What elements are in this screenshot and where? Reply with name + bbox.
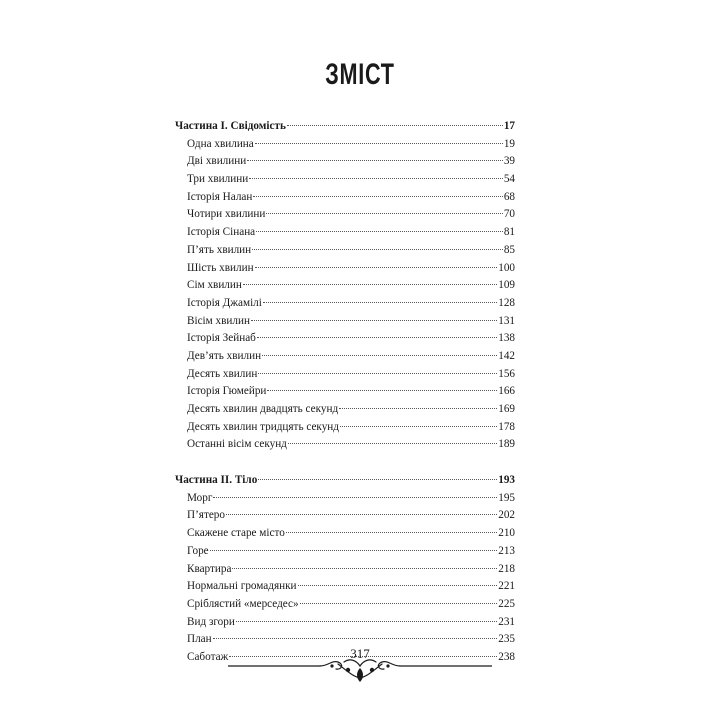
dot-leader	[287, 124, 503, 126]
toc-entry-title: Десять хвилин тридцять секунд	[187, 420, 339, 433]
toc-entry[interactable]	[175, 401, 515, 419]
dot-leader	[288, 442, 497, 444]
toc-entry-title: Історія Зейнаб	[187, 332, 256, 345]
toc-part-heading[interactable]	[175, 118, 515, 136]
dot-leader	[249, 177, 503, 179]
toc-entry-title: Вид згори	[187, 615, 235, 628]
toc-entry[interactable]	[175, 136, 515, 154]
toc-entry[interactable]	[175, 295, 515, 313]
toc-entry-page: 235	[498, 633, 515, 646]
toc-entry-page: 210	[498, 527, 515, 540]
toc-entry-title: Частина I. Свідомість	[175, 120, 286, 132]
dot-leader	[232, 567, 497, 569]
dot-leader	[267, 389, 497, 391]
toc-entry-page: 156	[498, 367, 515, 380]
toc-entry-page: 193	[498, 474, 515, 487]
dot-leader	[258, 478, 497, 480]
table-of-contents	[175, 118, 515, 667]
toc-entry-title: Історія Джамілі	[187, 296, 262, 309]
toc-entry-page: 128	[498, 296, 515, 309]
dot-leader	[266, 212, 502, 214]
page-footer	[228, 642, 492, 682]
toc-entry-title: Сріблястий «мерседес»	[187, 597, 299, 610]
toc-entry-page: 131	[498, 314, 515, 327]
toc-entry[interactable]	[175, 153, 515, 171]
toc-entry[interactable]	[175, 366, 515, 384]
toc-entry-page: 221	[498, 580, 515, 593]
toc-entry-page: 231	[498, 615, 515, 628]
toc-entry-title: Десять хвилин	[187, 367, 258, 380]
toc-entry[interactable]	[175, 543, 515, 561]
toc-entry-title: Частина II. Тіло	[175, 474, 258, 487]
toc-entry[interactable]	[175, 596, 515, 614]
toc-entry[interactable]	[175, 260, 515, 278]
page-number: 317	[350, 646, 370, 661]
toc-entry-title: Сім хвилин	[187, 279, 242, 292]
toc-entry-page: 19	[503, 137, 515, 150]
dot-leader	[226, 513, 497, 515]
flourish-divider-icon	[228, 656, 492, 684]
toc-entry-title: Горе	[187, 544, 209, 557]
toc-entry-title: Десять хвилин двадцять секунд	[187, 403, 339, 415]
toc-entry-page: 138	[498, 332, 515, 345]
toc-entry-title: Морг	[187, 491, 213, 504]
toc-entry[interactable]	[175, 313, 515, 331]
toc-entry-title: Чотири хвилини	[187, 208, 266, 221]
toc-entry-title: Історія Налан	[187, 190, 253, 203]
toc-entry[interactable]	[175, 525, 515, 543]
dot-leader	[263, 301, 497, 303]
dot-leader	[255, 266, 498, 268]
toc-entry-page: 142	[498, 349, 515, 362]
toc-entry[interactable]	[175, 578, 515, 596]
page-title: ЗМІСТ	[325, 58, 395, 91]
toc-entry-title: Останні вісім секунд	[187, 438, 287, 451]
toc-entry[interactable]	[175, 490, 515, 508]
toc-entry-page: 100	[498, 261, 515, 274]
dot-leader	[236, 620, 497, 622]
toc-entry-title: Дев’ять хвилин	[187, 349, 262, 362]
toc-entry-page: 54	[503, 173, 515, 186]
toc-entry[interactable]	[175, 383, 515, 401]
toc-entry[interactable]	[175, 224, 515, 242]
toc-entry-page: 39	[503, 155, 515, 168]
dot-leader	[256, 230, 503, 232]
dot-leader	[257, 336, 497, 338]
toc-part-heading[interactable]	[175, 472, 515, 490]
toc-entry-title: Скажене старе місто	[187, 527, 285, 540]
dot-leader	[300, 602, 498, 604]
toc-entry-title: Вісім хвилин	[187, 314, 250, 327]
toc-entry-page: 213	[498, 544, 515, 557]
toc-entry-title: Шість хвилин	[187, 261, 254, 274]
toc-entry-title: Дві хвилини	[187, 155, 247, 168]
toc-entry[interactable]	[175, 330, 515, 348]
dot-leader	[339, 407, 497, 409]
toc-entry[interactable]	[175, 507, 515, 525]
toc-entry[interactable]	[175, 189, 515, 207]
toc-entry-page: 166	[498, 385, 515, 398]
toc-entry-title: Саботаж	[187, 650, 229, 663]
toc-entry-title: Нормальні громадянки	[187, 580, 297, 593]
dot-leader	[252, 248, 503, 250]
dot-leader	[210, 549, 498, 551]
toc-entry[interactable]	[175, 436, 515, 454]
dot-leader	[286, 531, 497, 533]
toc-entry-title: Одна хвилина	[187, 137, 254, 150]
toc-entry-title: П’ятеро	[187, 509, 225, 522]
toc-part	[175, 472, 515, 667]
dot-leader	[253, 195, 502, 197]
toc-entry-page: 195	[498, 491, 515, 504]
toc-entry-title: П’ять хвилин	[187, 243, 252, 256]
dot-leader	[213, 496, 497, 498]
toc-entry[interactable]	[175, 561, 515, 579]
toc-entry[interactable]	[175, 614, 515, 632]
toc-entry[interactable]	[175, 206, 515, 224]
dot-leader	[213, 637, 498, 639]
dot-leader	[251, 319, 497, 321]
dot-leader	[243, 283, 497, 285]
toc-entry-title: Історія Сінана	[187, 226, 256, 239]
toc-entry-title: План	[187, 633, 212, 646]
dot-leader	[258, 372, 497, 374]
toc-entry-page: 169	[498, 403, 515, 415]
toc-entry-title: Квартира	[187, 562, 232, 575]
dot-leader	[255, 142, 503, 144]
toc-entry-page: 178	[498, 420, 515, 433]
toc-entry[interactable]	[175, 419, 515, 437]
toc-entry[interactable]	[175, 277, 515, 295]
toc-entry-page: 225	[498, 597, 515, 610]
toc-entry-page: 17	[503, 120, 515, 132]
toc-entry-page: 218	[498, 562, 515, 575]
dot-leader	[262, 354, 497, 356]
toc-entry[interactable]	[175, 242, 515, 260]
toc-entry-page: 238	[498, 650, 515, 663]
toc-entry-title: Історія Гюмейри	[187, 385, 267, 398]
toc-entry-page: 68	[503, 190, 515, 203]
toc-entry-page: 202	[498, 509, 515, 522]
dot-leader	[247, 159, 503, 161]
toc-entry-page: 85	[503, 243, 515, 256]
toc-entry[interactable]	[175, 171, 515, 189]
dot-leader	[340, 425, 497, 427]
toc-entry-title: Три хвилини	[187, 173, 249, 186]
toc-entry-page: 70	[503, 208, 515, 221]
toc-entry-page: 81	[503, 226, 515, 239]
toc-part	[175, 118, 515, 454]
toc-entry-page: 189	[498, 438, 515, 451]
toc-entry[interactable]	[175, 348, 515, 366]
dot-leader	[298, 584, 498, 586]
toc-entry-page: 109	[498, 279, 515, 292]
